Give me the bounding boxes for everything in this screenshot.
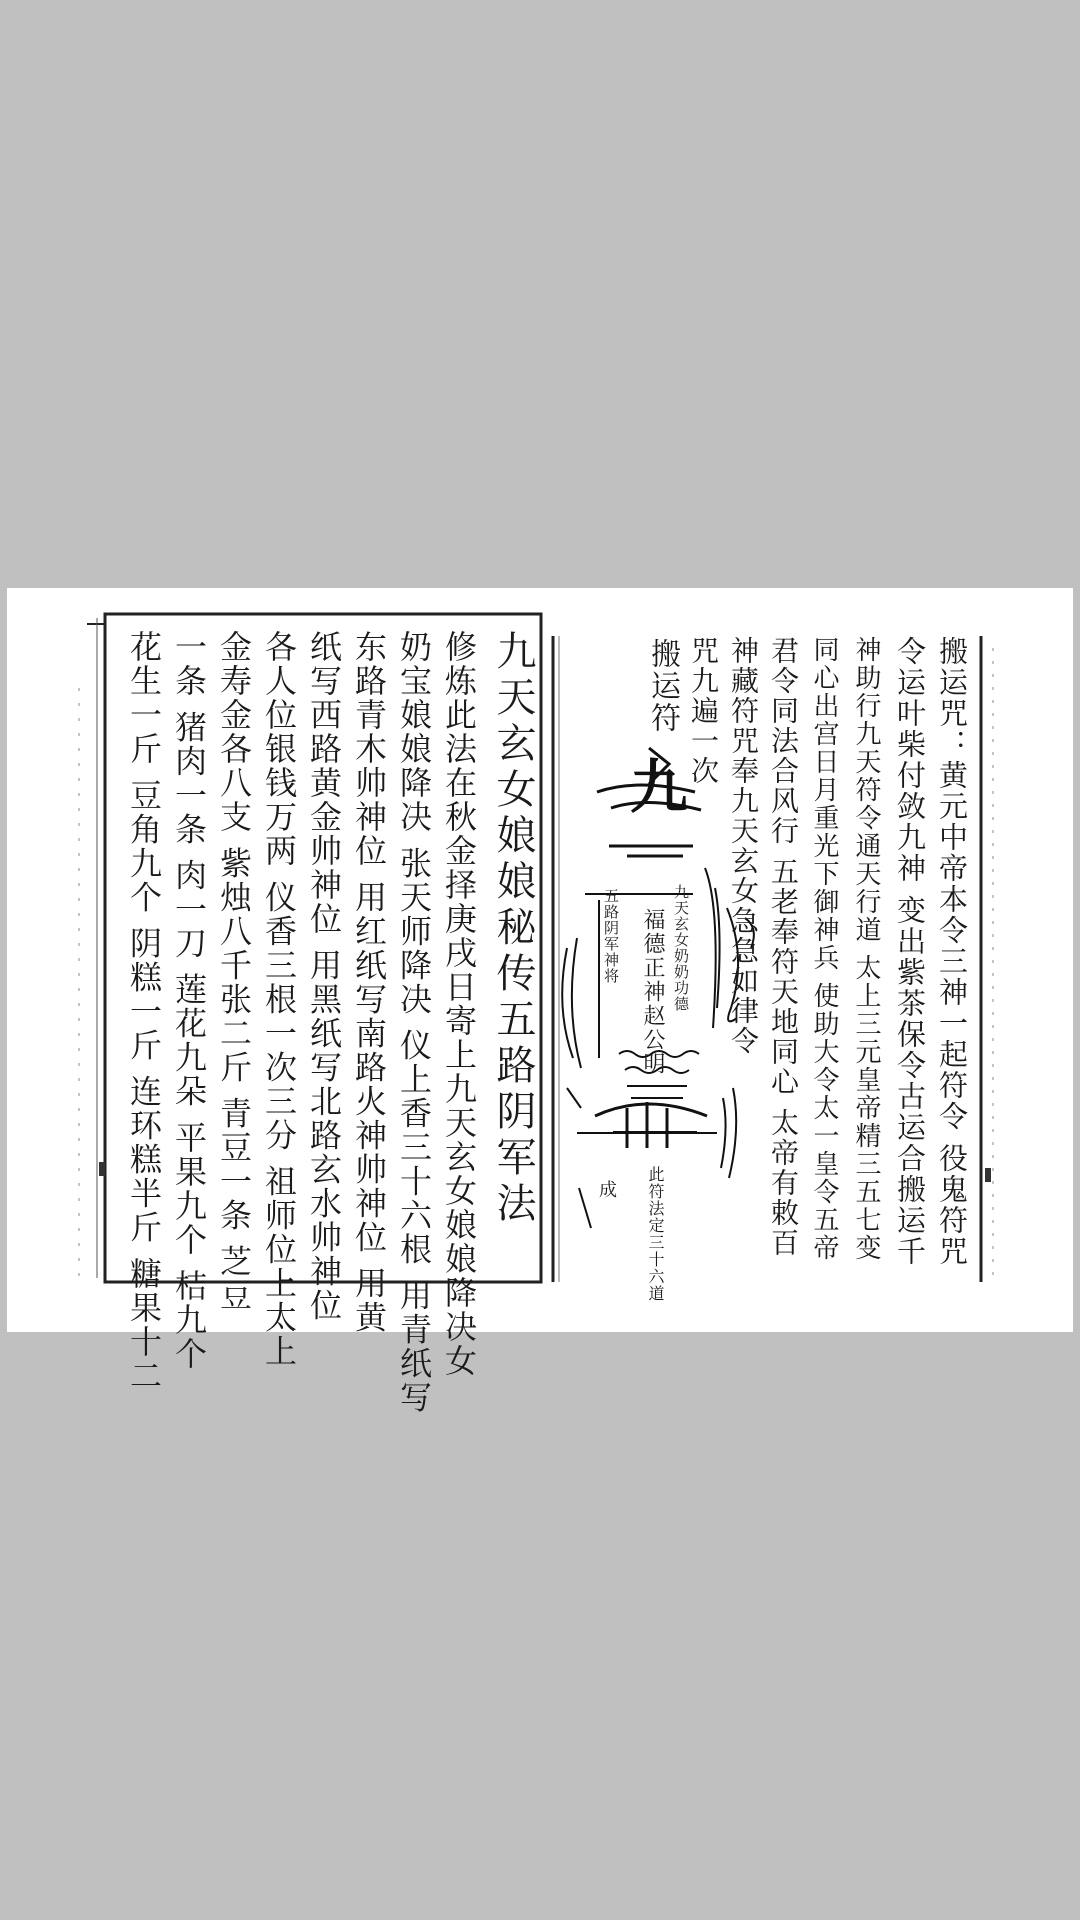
left-page-title: 九天玄女娘娘秘传五路阴军法 xyxy=(490,630,536,1228)
left-body-col-5: 各人位银钱万两 仪香三根一次三分 祖师位上太上 xyxy=(260,630,298,1369)
left-body-col-1: 修炼此法在秋金择庚戌日寄上九天玄女娘娘降决女 xyxy=(440,630,478,1378)
right-body-col-4: 同心出宫日月重光下御神兵 使助大令太一皇令五帝 xyxy=(809,636,839,1263)
scanned-page xyxy=(7,588,1073,1415)
talisman-top-glyph: 九 xyxy=(620,756,688,816)
right-body-col-1: 搬运咒：黄元中帝本令三神一起符令 役鬼符咒 xyxy=(935,636,969,1268)
talisman-title: 搬运符 xyxy=(645,638,680,734)
left-body-col-7: 一条 猪肉一条 肉一刀 莲花九朵 平果九个 桔九个 xyxy=(170,630,208,1371)
right-body-col-7: 咒九遍一次 xyxy=(687,636,720,786)
left-body-col-3: 东路青木帅神位 用红纸写南路火神帅神位 用黄 xyxy=(350,630,388,1335)
right-body-col-6: 神藏符咒奉九天玄女急急如律令 xyxy=(727,636,760,1056)
right-body-col-2: 令运叶柴付敛九神 变出紫茶保令古运合搬运千 xyxy=(893,636,927,1268)
left-body-col-6: 金寿金各八支 紫烛八千张二斤 青豆一条 芝豆 xyxy=(215,630,253,1313)
talisman-side-text: 五路阴军神将 xyxy=(602,888,620,984)
talisman-note: 此符法定三十六道 xyxy=(646,1166,665,1302)
talisman-center-text: 福德正神赵公明 xyxy=(640,908,665,1076)
right-body-col-3: 神助行九天符令通天行道 太上三元皇帝精三五七变 xyxy=(851,636,881,1263)
left-body-col-8: 花生一斤 豆角九个 阴糕一斤 连环糕半斤 糖果十二 xyxy=(125,630,163,1393)
right-body-col-5: 君令同法合风行 五老奉符天地同心 太帝有敕百 xyxy=(767,636,800,1258)
talisman-mark: 成 xyxy=(596,1180,617,1199)
talisman-left-text: 九天玄女奶奶功德 xyxy=(672,884,690,1012)
left-body-col-2: 奶宝娘娘降决 张天师降决 仪上香三十六根 用青纸写 xyxy=(395,630,433,1415)
left-body-col-4: 纸写西路黄金帅神位 用黑纸写北路玄水帅神位 xyxy=(305,630,343,1323)
